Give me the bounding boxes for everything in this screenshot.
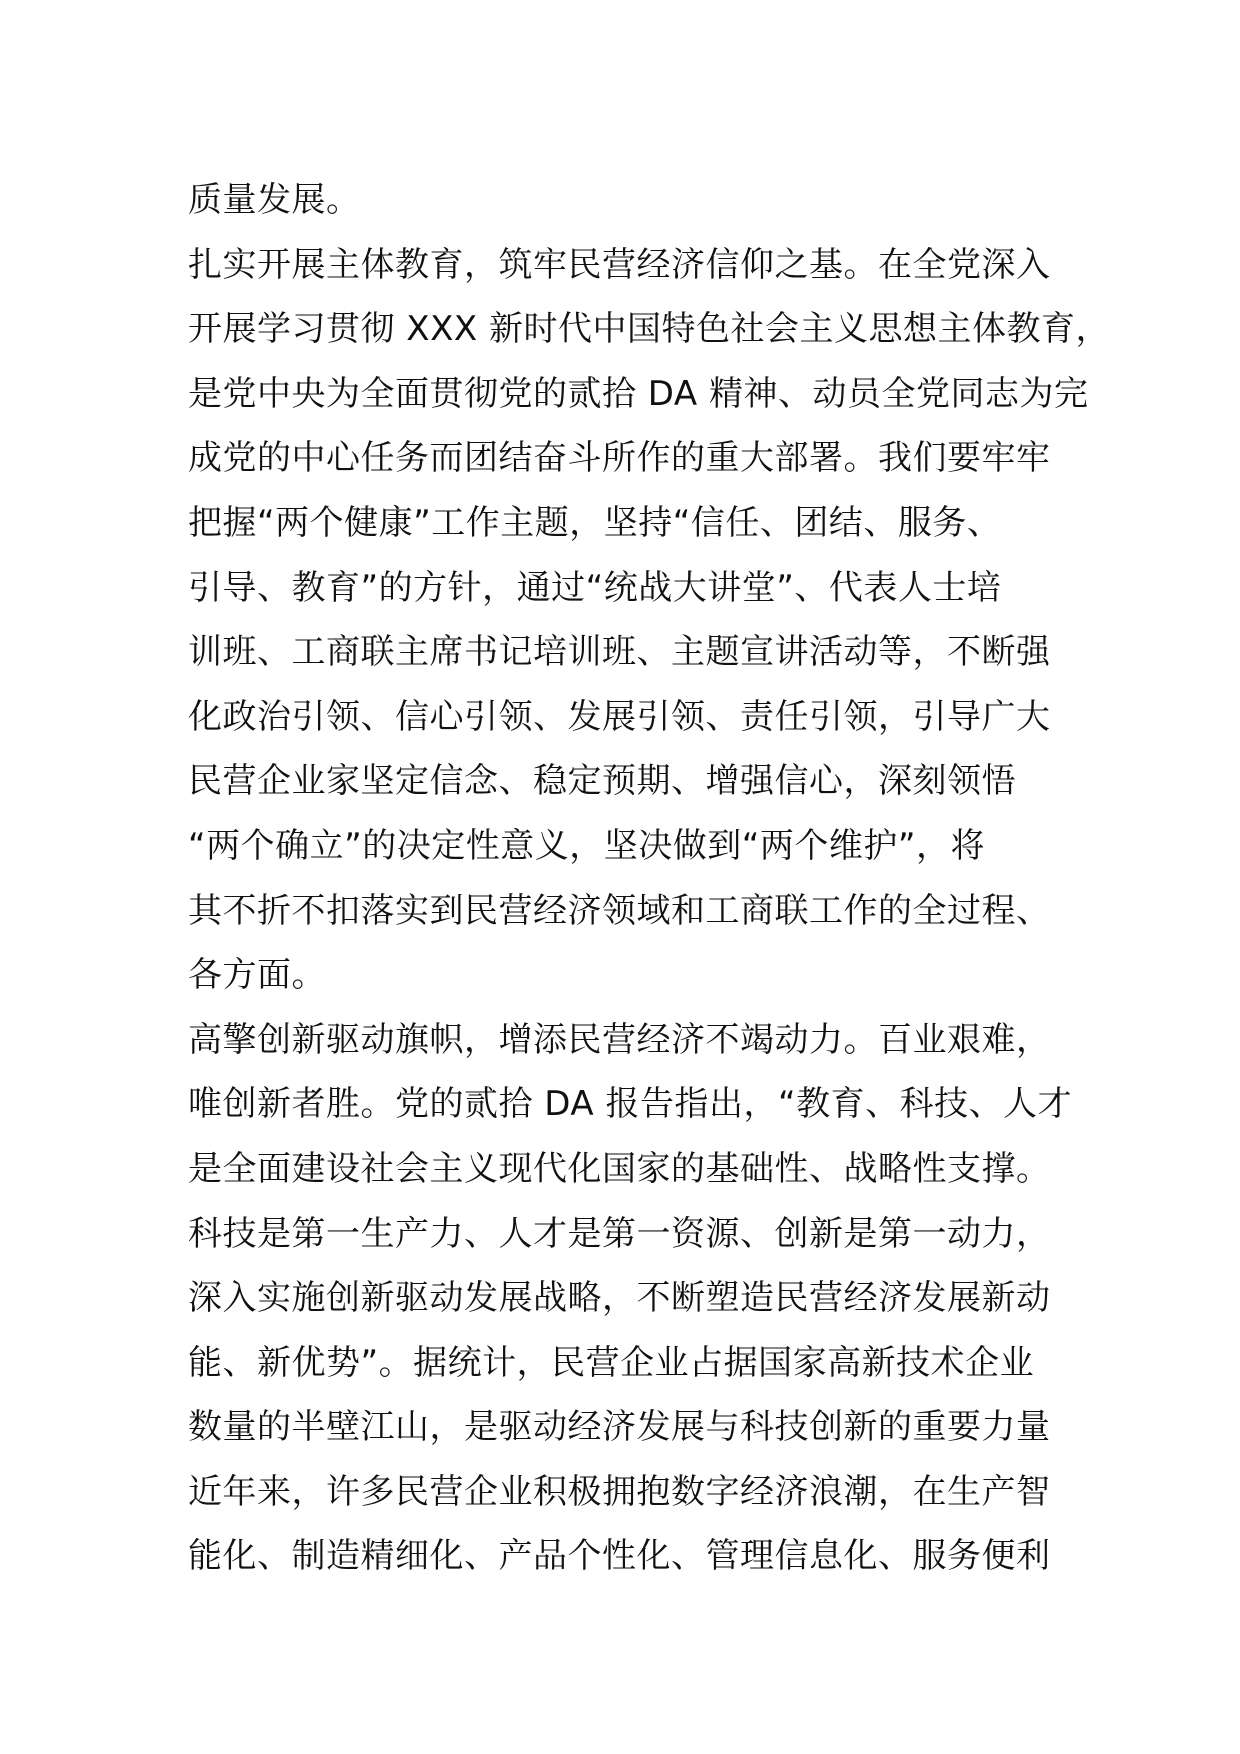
text-line: 其不折不扣落实到民营经济领域和工商联工作的全过程、 — [188, 890, 1051, 931]
text-line: 各方面。 — [188, 955, 326, 996]
text-line: 能、新优势”。据统计，民营企业占据国家高新技术企业 — [188, 1342, 1035, 1383]
text-line: 深入实施创新驱动发展战略，不断塑造民营经济发展新动 — [188, 1278, 1051, 1319]
text-line: 民营企业家坚定信念、稳定预期、增强信心，深刻领悟 — [188, 761, 1016, 802]
text-line: 是全面建设社会主义现代化国家的基础性、战略性支撑。 — [188, 1148, 1051, 1189]
text-line: “两个确立”的决定性意义，坚决做到“两个维护”，将 — [188, 825, 985, 866]
text-line: 唯创新者胜。党的贰拾 DA 报告指出，“教育、科技、人才 — [188, 1084, 1073, 1125]
text-line: 扎实开展主体教育，筑牢民营经济信仰之基。在全党深入 — [188, 244, 1051, 285]
text-line: 训班、工商联主席书记培训班、主题宣讲活动等，不断强 — [188, 632, 1051, 673]
text-line: 近年来，许多民营企业积极拥抱数字经济浪潮，在生产智 — [188, 1471, 1051, 1512]
text-line: 质量发展。 — [188, 180, 361, 220]
text-line: 数量的半壁江山，是驱动经济发展与科技创新的重要力量 — [188, 1407, 1051, 1448]
text-line: 成党的中心任务而团结奋斗所作的重大部署。我们要牢牢 — [188, 438, 1051, 479]
text-line: 是党中央为全面贯彻党的贰拾 DA 精神、动员全党同志为完 — [188, 373, 1089, 414]
text-line: 引导、教育”的方针，通过“统战大讲堂”、代表人士培 — [188, 567, 1002, 608]
text-line: 能化、制造精细化、产品个性化、管理信息化、服务便利 — [188, 1536, 1051, 1577]
text-line: 高擎创新驱动旗帜，增添民营经济不竭动力。百业艰难， — [188, 1019, 1051, 1060]
body-text — [188, 168, 1110, 1589]
text-line: 化政治引领、信心引领、发展引领、责任引领，引导广大 — [188, 696, 1051, 737]
text-line: 把握“两个健康”工作主题，坚持“信任、团结、服务、 — [188, 502, 1002, 543]
text-line: 开展学习贯彻 XXX 新时代中国特色社会主义思想主体教育， — [188, 309, 1110, 350]
text-line: 科技是第一生产力、人才是第一资源、创新是第一动力， — [188, 1213, 1051, 1254]
